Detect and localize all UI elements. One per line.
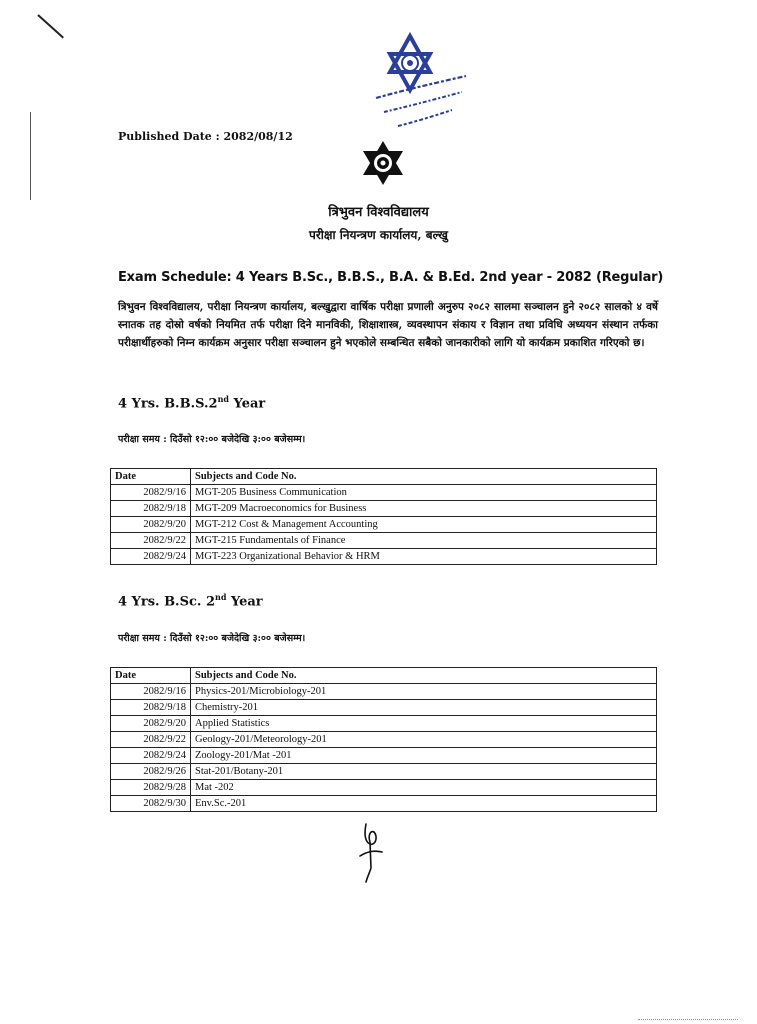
university-emblem <box>360 140 406 186</box>
cell-subject: Zoology-201/Mat -201 <box>191 748 657 764</box>
table-row <box>111 700 657 716</box>
cell-date: 2082/9/24 <box>111 549 191 565</box>
office-name: परीक्षा नियन्त्रण कार्यालय, बल्खु <box>309 228 448 242</box>
cell-subject: Chemistry-201 <box>191 700 657 716</box>
cell-date: 2082/9/18 <box>111 700 191 716</box>
table-row <box>111 748 657 764</box>
cell-date: 2082/9/20 <box>111 517 191 533</box>
section-title-bbs: 4 Yrs. B.B.S.2nd Year <box>118 394 266 412</box>
cell-subject: Physics-201/Microbiology-201 <box>191 684 657 700</box>
cell-date: 2082/9/26 <box>111 764 191 780</box>
table-row <box>111 732 657 748</box>
cell-date: 2082/9/18 <box>111 501 191 517</box>
cell-subject: MGT-212 Cost & Management Accounting <box>191 517 657 533</box>
cell-subject: MGT-223 Organizational Behavior & HRM <box>191 549 657 565</box>
cell-subject: MGT-215 Fundamentals of Finance <box>191 533 657 549</box>
cell-date: 2082/9/20 <box>111 716 191 732</box>
cell-subject: Mat -202 <box>191 780 657 796</box>
cell-subject: MGT-205 Business Communication <box>191 485 657 501</box>
university-name: त्रिभुवन विश्वविद्यालय <box>328 205 429 220</box>
cell-subject: Geology-201/Meteorology-201 <box>191 732 657 748</box>
footer-dotted-line <box>638 1019 738 1020</box>
table-row <box>111 684 657 700</box>
cell-subject: MGT-209 Macroeconomics for Business <box>191 501 657 517</box>
cell-date: 2082/9/22 <box>111 732 191 748</box>
table-row <box>111 764 657 780</box>
table-row <box>111 517 657 533</box>
table-row <box>111 485 657 501</box>
published-date: Published Date : 2082/08/12 <box>118 130 293 143</box>
table-row <box>111 549 657 565</box>
cell-subject: Applied Statistics <box>191 716 657 732</box>
office-seal-stamp <box>362 32 472 142</box>
schedule-table-bbs <box>110 468 657 565</box>
column-header-subject: Subjects and Code No. <box>191 668 657 684</box>
cell-date: 2082/9/16 <box>111 485 191 501</box>
table-row <box>111 501 657 517</box>
cell-date: 2082/9/30 <box>111 796 191 812</box>
scan-margin-line <box>30 112 31 200</box>
section-title-bsc: 4 Yrs. B.Sc. 2nd Year <box>118 592 263 610</box>
column-header-date: Date <box>111 469 191 485</box>
cell-date: 2082/9/24 <box>111 748 191 764</box>
table-header-row <box>111 668 657 684</box>
handwritten-signature <box>352 820 388 884</box>
exam-time-bsc: परीक्षा समय : दिउँसो १२:०० बजेदेखि ३:०० बजेसम्म। <box>118 633 306 644</box>
table-header-row <box>111 469 657 485</box>
table-row <box>111 796 657 812</box>
table-row <box>111 780 657 796</box>
column-header-date: Date <box>111 668 191 684</box>
scan-mark <box>37 14 64 38</box>
table-row <box>111 716 657 732</box>
cell-subject: Env.Sc.-201 <box>191 796 657 812</box>
cell-date: 2082/9/16 <box>111 684 191 700</box>
cell-date: 2082/9/28 <box>111 780 191 796</box>
table-row <box>111 533 657 549</box>
exam-schedule-title: Exam Schedule: 4 Years B.Sc., B.B.S., B.A. & B.Ed. 2nd year - 2082 (Regular) <box>118 270 664 285</box>
schedule-table-bsc <box>110 667 657 812</box>
column-header-subject: Subjects and Code No. <box>191 469 657 485</box>
intro-paragraph: त्रिभुवन विश्वविद्यालय, परीक्षा नियन्त्रण कार्यालय, बल्खुद्वारा वार्षिक परीक्षा प्रणाली अनुरुप २०८२ सालमा सञ्चालन हुने २०८२ सालको ४ वर्षे स्नातक तह दोस्रो वर्षको नियमित तर्फ परीक्षा दिने मानविकी, शिक्षाशास्त्र, व्यवस्थापन संकाय र विज्ञान तथा प्रविधि अध्ययन संस्थान तर्फका परीक्षार्थीहरुको निम्न कार्यक्रम अनुसार परीक्षा सञ्चालन हुने भएकोले सम्बन्धित सबैको जानकारीको लागि यो कार्यक्रम प्रकाशित गरिएको छ। <box>118 301 658 349</box>
exam-time-bbs: परीक्षा समय : दिउँसो १२:०० बजेदेखि ३:०० बजेसम्म। <box>118 434 306 445</box>
cell-subject: Stat-201/Botany-201 <box>191 764 657 780</box>
cell-date: 2082/9/22 <box>111 533 191 549</box>
